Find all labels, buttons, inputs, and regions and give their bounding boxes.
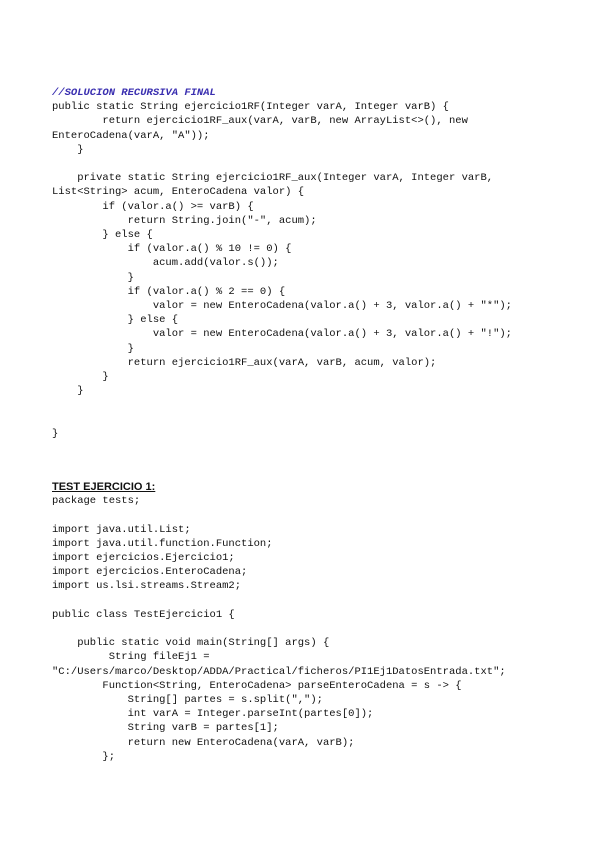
code-line: if (valor.a() % 2 == 0) { — [52, 285, 286, 298]
recursive-code-listing — [52, 100, 582, 441]
code-line — [52, 508, 582, 522]
code-line: } — [52, 342, 134, 355]
code-line: Function<String, EnteroCadena> parseEnteroCadena = s -> { — [52, 679, 462, 692]
code-line: return new EnteroCadena(varA, varB); — [52, 736, 355, 749]
code-line — [52, 622, 582, 636]
code-line: } — [52, 271, 134, 284]
code-line: if (valor.a() >= varB) { — [52, 200, 254, 213]
code-line: List<String> acum, EnteroCadena valor) { — [52, 186, 305, 199]
code-line: import java.util.List; — [52, 523, 191, 536]
code-line: import java.util.function.Function; — [52, 537, 273, 550]
code-line: valor = new EnteroCadena(valor.a() + 3, valor.a() + "*"); — [52, 300, 512, 313]
code-line: import ejercicios.Ejercicio1; — [52, 552, 235, 564]
code-line: private static String ejercicio1RF_aux(Integer varA, Integer varB, — [52, 172, 494, 185]
code-line: package tests; — [52, 495, 141, 508]
code-line — [52, 594, 582, 608]
code-line: import ejercicios.EnteroCadena; — [52, 566, 248, 579]
code-line: if (valor.a() % 10 != 0) { — [52, 243, 292, 256]
code-line: } else { — [52, 229, 153, 242]
test-section-heading: TEST EJERCICIO 1: — [52, 481, 156, 493]
code-line: EnteroCadena(varA, "A")); — [52, 129, 210, 142]
code-line: } else { — [52, 314, 179, 327]
code-line: }; — [52, 750, 116, 763]
code-line: "C:/Users/marco/Desktop/ADDA/Practical/ficheros/PI1Ej1DatosEntrada.txt"; — [52, 665, 506, 678]
code-line — [52, 413, 582, 427]
code-line: } — [52, 385, 84, 398]
code-line: valor = new EnteroCadena(valor.a() + 3, valor.a() + "!"); — [52, 328, 512, 341]
code-line — [52, 398, 582, 412]
test-code-listing — [52, 494, 582, 764]
code-line: acum.add(valor.s()); — [52, 257, 279, 270]
recursive-solution-block — [52, 86, 582, 441]
code-line: import us.lsi.streams.Stream2; — [52, 580, 242, 593]
solution-comment: //SOLUCION RECURSIVA FINAL — [52, 87, 216, 99]
code-line: String[] partes = s.split(","); — [52, 694, 323, 706]
code-line: public static String ejercicio1RF(Integer varA, Integer varB) { — [52, 101, 449, 114]
code-line: } — [52, 371, 109, 384]
code-line: int varA = Integer.parseInt(partes[0]); — [52, 708, 374, 721]
code-line: return String.join("-", acum); — [52, 214, 317, 227]
code-line: return ejercicio1RF_aux(varA, varB, new ArrayList<>(), new — [52, 115, 468, 128]
code-line: } — [52, 427, 59, 440]
code-line: } — [52, 143, 84, 156]
code-line: public static void main(String[] args) { — [52, 637, 330, 650]
code-line — [52, 157, 582, 171]
test-section-block — [52, 480, 582, 764]
code-line: public class TestEjercicio1 { — [52, 608, 235, 621]
code-line: return ejercicio1RF_aux(varA, varB, acum, valor); — [52, 356, 437, 369]
code-line: String fileEj1 = — [52, 651, 210, 664]
code-line: String varB = partes[1]; — [52, 722, 279, 735]
